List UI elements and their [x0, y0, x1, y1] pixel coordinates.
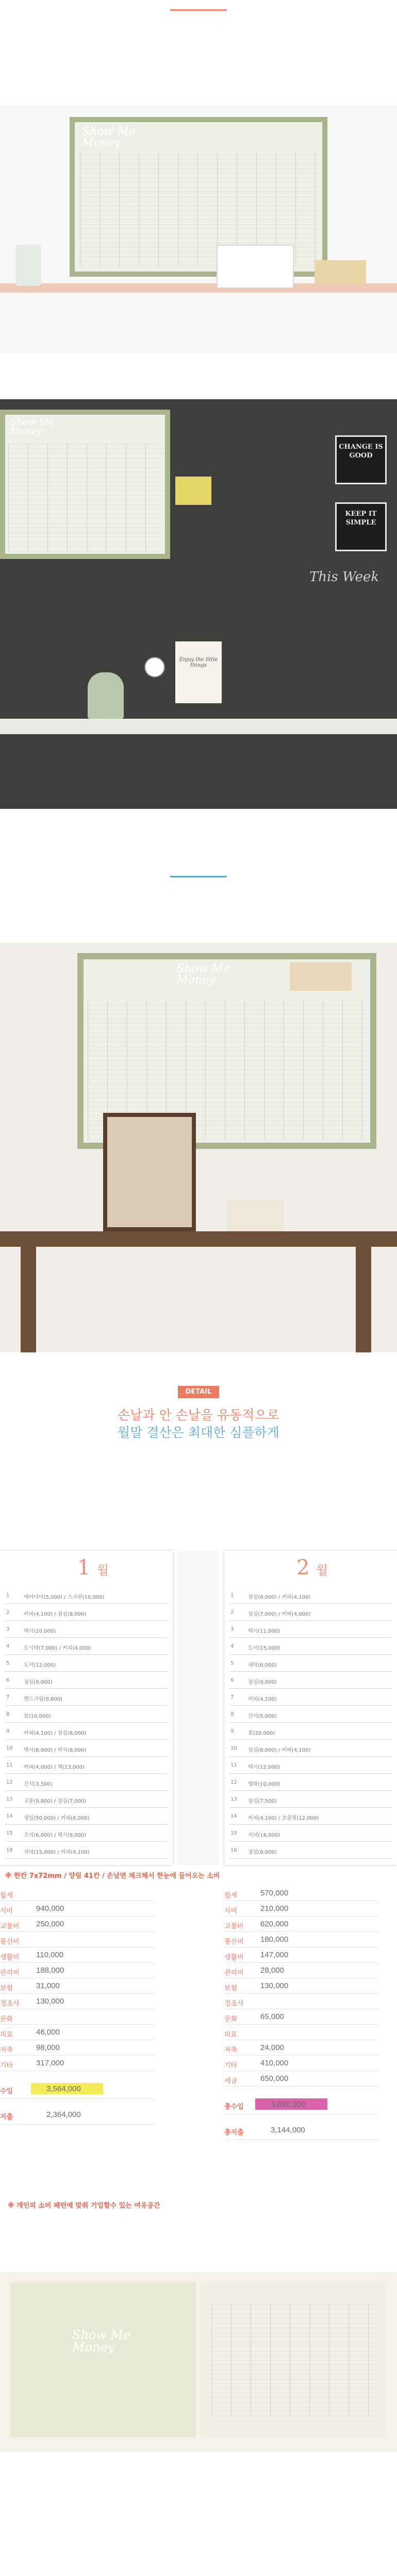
- month-title-1: [77, 1556, 109, 1580]
- day-number: 7: [6, 1694, 10, 1700]
- ledger-row: [0, 2025, 155, 2040]
- closeup-photos: [0, 2272, 397, 2452]
- poster-title-line1: Show Me: [82, 125, 136, 138]
- day-row: [5, 1638, 168, 1655]
- ledger-summary-value: 3,144,000: [271, 2126, 305, 2134]
- closeup-left: [10, 2282, 196, 2437]
- day-row: [229, 1757, 392, 1774]
- console-leg-right: [356, 1247, 371, 1352]
- ledger-value: 28,000: [260, 1966, 284, 1975]
- closeup-right: [201, 2282, 387, 2437]
- day-entry: 꽃(10,000): [24, 1714, 51, 1719]
- ledger-row: [224, 2071, 379, 2087]
- day-entry: 택시(8,000) / 약국(6,000): [24, 1748, 87, 1753]
- day-number: 14: [230, 1814, 237, 1819]
- ledger-row: [0, 1886, 155, 1901]
- wood-console: [0, 1231, 397, 1247]
- day-entry: 점심(8,000): [248, 1850, 277, 1855]
- ledger-value: 130,000: [36, 1997, 64, 2006]
- day-number: 16: [230, 1848, 237, 1853]
- ledger-value: 110,000: [36, 1951, 64, 1959]
- ledger-key: 저축: [224, 2046, 238, 2054]
- keep-it-simple-sign: KEEP IT SIMPLE: [335, 502, 387, 551]
- ledger-key: 보험: [224, 1985, 238, 1992]
- day-number: 15: [230, 1831, 237, 1836]
- lobby-poster-title: [176, 963, 230, 986]
- ledger-summary-key: 총지출: [224, 2129, 244, 2137]
- ledger-key: 월세: [224, 1892, 238, 1900]
- ledger-value: 130,000: [260, 1981, 289, 1990]
- ledger-value: 570,000: [260, 1889, 289, 1897]
- day-entry: 도시락(7,000) / 커피(4,000): [24, 1646, 91, 1651]
- day-row: [5, 1621, 168, 1638]
- ledger-key: 경조사: [0, 2000, 20, 2008]
- day-row: [229, 1655, 392, 1672]
- ledger-section: [0, 1886, 397, 2164]
- plant-pot: [15, 245, 41, 286]
- ledger-key: 교통비: [224, 1923, 244, 1930]
- ledger-value: 180,000: [260, 1935, 289, 1944]
- ledger-key: 기타: [224, 2062, 238, 2070]
- ledger-value: 410,000: [260, 2059, 289, 2067]
- day-row: [229, 1791, 392, 1808]
- day-row: [5, 1842, 168, 1859]
- ledger-key: 생활비: [224, 1954, 244, 1961]
- chalk-shelf: [0, 719, 397, 734]
- day-row: [229, 1587, 392, 1604]
- day-entry: 도서(15,000): [248, 1646, 280, 1651]
- day-entry: 커피(4,100) / 점심(8,000): [24, 1612, 87, 1617]
- day-number: 10: [6, 1745, 13, 1751]
- chalk-poster-title-line1: Show Me: [10, 417, 54, 428]
- closeup-title: [72, 2329, 130, 2353]
- day-entry: 저녁(15,000) / 커피(4,100): [24, 1850, 90, 1855]
- ledger-value: 46,000: [36, 2028, 60, 2037]
- day-number: 3: [230, 1626, 234, 1632]
- laptop: [217, 245, 294, 289]
- day-number: 10: [230, 1745, 237, 1751]
- lobby-poster-map: [290, 962, 352, 991]
- day-entry: 점심(7,000) / 커피(4,000): [248, 1612, 311, 1617]
- ledger-summary-value: 2,364,000: [46, 2110, 81, 2119]
- ledger-row: [224, 2056, 379, 2071]
- ledger-row: [0, 2056, 155, 2071]
- day-row: [229, 1689, 392, 1706]
- ledger-row: [224, 1994, 379, 2009]
- detail-size-note: ※ 한칸 7x72mm / 양림 41칸 / 손날면 체크해서 한눈에 들어오는 소비: [5, 1872, 220, 1880]
- ledger-value: 620,000: [260, 1920, 289, 1928]
- chalk-poster: [0, 410, 170, 559]
- day-row: [5, 1774, 168, 1791]
- day-number: 8: [6, 1711, 10, 1717]
- day-row: [5, 1740, 168, 1757]
- day-entry: 세탁(6,000): [248, 1663, 277, 1668]
- ledger-value: 210,000: [260, 1904, 289, 1913]
- day-row: [229, 1604, 392, 1621]
- page-gap: [178, 1551, 219, 1865]
- ledger-summary-key: 지출: [0, 2113, 13, 2121]
- detail-month-pages: [0, 1551, 397, 1870]
- ledger-key: 세금: [224, 2077, 238, 2085]
- day-entry: 택시(12,000): [248, 1765, 280, 1770]
- ledger-row: [224, 1901, 379, 1917]
- enjoy-card: Enjoy the little things: [175, 641, 222, 703]
- month-unit: 월: [97, 1563, 109, 1578]
- desk-top: [0, 283, 397, 293]
- day-number: 13: [230, 1797, 237, 1802]
- day-entry: 점심(9,000): [248, 1680, 277, 1685]
- ledger-row: [224, 1917, 379, 1932]
- ledger-row: [224, 2040, 379, 2056]
- day-number: 5: [230, 1660, 234, 1666]
- day-number: 11: [6, 1762, 13, 1768]
- day-number: 2: [230, 1609, 234, 1615]
- ledger-total-row: [0, 2107, 155, 2125]
- day-entry: 교통(9,800) / 점심(7,000): [24, 1799, 87, 1804]
- day-row: [229, 1638, 392, 1655]
- day-row: [229, 1621, 392, 1638]
- ledger-value: 188,000: [36, 1966, 64, 1975]
- ledger-row: [224, 2009, 379, 2025]
- change-is-good-sign: CHANGE IS GOOD: [335, 435, 387, 484]
- day-row: [5, 1757, 168, 1774]
- poster-title-line2: Money: [82, 137, 121, 149]
- day-row: [5, 1655, 168, 1672]
- ledger-value: 147,000: [260, 1951, 289, 1959]
- day-entry: 커피(4,100) / 점심(8,000): [24, 1731, 87, 1736]
- month-title-2: [296, 1556, 328, 1580]
- ledger-summary-key: 수입: [0, 2088, 13, 2095]
- day-number: 12: [230, 1780, 237, 1785]
- month-page-january: [0, 1551, 173, 1865]
- ledger-row: [0, 1917, 155, 1932]
- day-row: [5, 1604, 168, 1621]
- ledger-key: 통신비: [0, 1938, 20, 1946]
- ledger-summary-value: 3,692,000: [271, 2100, 305, 2109]
- ledger-income-row: [0, 2081, 155, 2099]
- ledger-key: 경조사: [224, 2000, 244, 2008]
- ledger-value: 250,000: [36, 1920, 64, 1928]
- console-leg-left: [21, 1247, 36, 1352]
- day-entry: 생일(50,000) / 커피(6,000): [24, 1816, 90, 1821]
- ledger-key: 식비: [0, 1907, 13, 1915]
- day-entry: 점심(9,000): [24, 1680, 53, 1685]
- poster-title: [82, 126, 136, 149]
- day-number: 6: [6, 1677, 10, 1683]
- day-number: 4: [230, 1643, 234, 1649]
- day-row: [5, 1723, 168, 1740]
- month-number: 1: [77, 1556, 91, 1580]
- day-row: [5, 1808, 168, 1825]
- day-entry: 저녁(16,000): [248, 1833, 280, 1838]
- day-row: [229, 1808, 392, 1825]
- ledger-key: 생활비: [0, 1954, 20, 1961]
- lobby-photo: [0, 943, 397, 1352]
- day-number: 13: [6, 1797, 13, 1802]
- day-entry: 핸드크림(9,800): [24, 1697, 63, 1702]
- chalkboard-photo: [0, 399, 397, 809]
- day-number: 8: [230, 1711, 234, 1717]
- day-number: 5: [6, 1660, 10, 1666]
- closeup-title-line2: Money: [72, 2340, 115, 2354]
- day-number: 9: [230, 1728, 234, 1734]
- ledger-row: [224, 1932, 379, 1947]
- ledger-key: 의료: [0, 2031, 13, 2039]
- day-entry: 도서(12,000): [24, 1663, 56, 1668]
- ledger-summary-key: 총수입: [224, 2103, 244, 2111]
- day-row: [5, 1587, 168, 1604]
- closeup-title-line1: Show Me: [72, 2328, 131, 2342]
- day-number: 2: [6, 1609, 10, 1615]
- ledger-value: 317,000: [36, 2059, 64, 2067]
- ledger-row: [0, 1994, 155, 2009]
- day-row: [5, 1672, 168, 1689]
- detail-headline-1: 손날과 안 손날을 유동적으로: [118, 1408, 279, 1422]
- ledger-row: [0, 1932, 155, 1947]
- day-entry: 에어다이(5,000) / 스크린(10,000): [24, 1595, 105, 1600]
- day-entry: 점심(7,500): [248, 1799, 277, 1804]
- ledger-row: [224, 2025, 379, 2040]
- mirror: [103, 1113, 196, 1231]
- ledger-key: 문화: [224, 2015, 238, 2023]
- day-entry: 점심(8,000) / 커피(4,100): [248, 1748, 311, 1753]
- ledger-left: [0, 1886, 155, 2164]
- day-row: [5, 1791, 168, 1808]
- day-row: [5, 1825, 168, 1842]
- day-number: 11: [230, 1762, 237, 1768]
- day-entry: 택시(11,000): [248, 1629, 280, 1634]
- ledger-row: [0, 2009, 155, 2025]
- day-entry: 택시(10,000): [24, 1629, 56, 1634]
- day-row: [229, 1842, 392, 1859]
- ledger-row: [0, 1963, 155, 1978]
- day-entry: 영화(10,000): [248, 1782, 280, 1787]
- chalk-plant: [88, 672, 124, 719]
- ledger-key: 기타: [0, 2062, 13, 2070]
- office-photo: [0, 106, 397, 353]
- ledger-total-row: [224, 2123, 379, 2140]
- ledger-key: 교통비: [0, 1923, 20, 1930]
- ledger-value: 650,000: [260, 2074, 289, 2083]
- day-entry: 간식(3,500): [24, 1782, 53, 1787]
- ledger-key: 보험: [0, 1985, 13, 1992]
- ledger-key: 의료: [224, 2031, 238, 2039]
- month-unit: 월: [316, 1563, 328, 1578]
- day-number: 1: [6, 1592, 10, 1598]
- day-row: [229, 1672, 392, 1689]
- ledger-key: 문화: [0, 2015, 13, 2023]
- ledger-row: [224, 1886, 379, 1901]
- ledger-key: 저축: [0, 2046, 13, 2054]
- day-number: 14: [6, 1814, 13, 1819]
- ledger-income-row: [224, 2097, 379, 2114]
- day-number: 16: [6, 1848, 13, 1853]
- lobby-poster-title-line2: Money: [176, 974, 216, 987]
- detail-badge: DETAIL: [178, 1386, 219, 1398]
- lobby-poster-title-line1: Show Me: [176, 962, 230, 975]
- ledger-row: [224, 1963, 379, 1978]
- sticky-note: [175, 477, 211, 505]
- chalk-poster-grid: [8, 443, 163, 551]
- ledger-value: 65,000: [260, 2012, 284, 2021]
- ledger-value: 940,000: [36, 1904, 64, 1913]
- day-number: 15: [6, 1831, 13, 1836]
- ledger-right: [224, 1886, 379, 2164]
- day-entry: 커피(4,100): [248, 1697, 277, 1702]
- day-number: 9: [6, 1728, 10, 1734]
- ledger-key: 월세: [0, 1892, 13, 1900]
- ledger-value: 31,000: [36, 1981, 60, 1990]
- ledger-value: 24,000: [260, 2043, 284, 2052]
- clock-icon: [144, 657, 165, 677]
- ledger-key: 통신비: [224, 1938, 244, 1946]
- desk-box: [315, 260, 366, 283]
- day-entry: 커피(4,000) / 책(13,000): [24, 1765, 85, 1770]
- ledger-row: [0, 1978, 155, 1994]
- section-divider-1: [170, 876, 227, 877]
- day-number: 3: [6, 1626, 10, 1632]
- ledger-row: [224, 1947, 379, 1963]
- ledger-row: [0, 1947, 155, 1963]
- ledger-key: 식비: [224, 1907, 238, 1915]
- ledger-summary-value: 3,564,000: [46, 2084, 81, 2093]
- day-row: [229, 1774, 392, 1791]
- ledger-row: [0, 1901, 155, 1917]
- day-row: [5, 1706, 168, 1723]
- ledger-value: 98,000: [36, 2043, 60, 2052]
- day-row: [229, 1740, 392, 1757]
- ledger-key: 관리비: [224, 1969, 244, 1977]
- day-row: [5, 1689, 168, 1706]
- chalk-poster-title: [10, 418, 54, 436]
- chalk-note: This Week: [309, 569, 379, 585]
- month-page-february: [224, 1551, 397, 1865]
- ledger-row: [0, 2040, 155, 2056]
- ledger-key: 관리비: [0, 1969, 20, 1977]
- day-entry: 점심(8,000) / 커피(4,100): [248, 1595, 311, 1600]
- chalk-poster-title-line2: Money: [10, 426, 42, 437]
- day-entry: 꽃(20,000): [248, 1731, 275, 1736]
- day-number: 7: [230, 1694, 234, 1700]
- day-entry: 간식(5,000): [248, 1714, 277, 1719]
- day-row: [229, 1825, 392, 1842]
- closeup-grid: [211, 2303, 376, 2416]
- day-entry: 커피(4,100) / 초콜릿(12,000): [248, 1816, 319, 1821]
- open-book: [227, 1200, 284, 1231]
- day-row: [229, 1723, 392, 1740]
- day-number: 12: [6, 1780, 13, 1785]
- day-number: 1: [230, 1592, 234, 1598]
- month-number: 2: [296, 1556, 310, 1580]
- day-row: [229, 1706, 392, 1723]
- day-number: 4: [6, 1643, 10, 1649]
- day-number: 6: [230, 1677, 234, 1683]
- detail-headline-2: 월말 결산은 최대한 심플하게: [118, 1425, 279, 1440]
- ledger-note: ※ 개인의 소비 패턴에 맞춰 기입할수 있는 여유공간: [8, 2202, 160, 2210]
- day-entry: 조식(6,000) / 택시(9,000): [24, 1833, 87, 1838]
- ledger-row: [224, 1978, 379, 1994]
- top-divider: [170, 9, 227, 11]
